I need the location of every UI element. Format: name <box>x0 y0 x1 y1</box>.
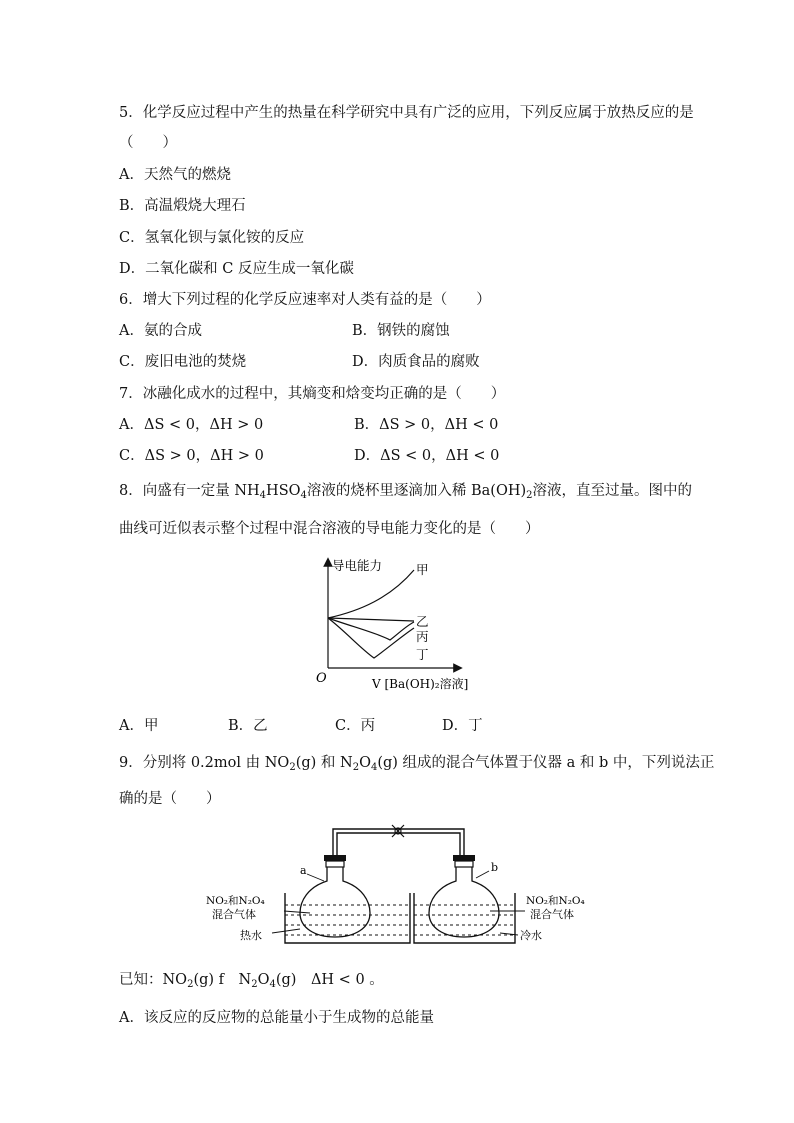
label-gas-left: NO₂和N₂O₄ <box>206 895 265 907</box>
stopper-b <box>453 855 475 861</box>
q9-stem-mid1: (g) 和 N <box>295 755 353 771</box>
label-jia: 甲 <box>416 562 429 577</box>
stopper-a <box>324 855 346 861</box>
q9-stem-pre: 9．分别将 0.2mol 由 NO <box>119 755 290 771</box>
q8-sub-4b: 4 <box>300 490 307 501</box>
q8-sub-2: 2 <box>526 490 533 501</box>
flask-a <box>300 867 370 937</box>
q5-option-d: D．二氧化碳和 C 反应生成一氧化碳 <box>119 261 354 277</box>
q8-stem-mid1: HSO <box>266 483 301 499</box>
origin-label: O <box>316 671 327 686</box>
q5-stem: 5．化学反应过程中产生的热量在科学研究中具有广泛的应用，下列反应属于放热反应的是 <box>119 105 694 121</box>
label-flask-b: b <box>491 861 499 874</box>
q7-option-d: D．ΔS < 0，ΔH < 0 <box>354 448 500 464</box>
q6-option-c: C．废旧电池的焚烧 <box>119 354 247 370</box>
q8-stem-post: 溶液，直至过量。图中的 <box>532 483 693 499</box>
q9-sub-2b: 2 <box>352 762 360 773</box>
known-post: (g) ΔH < 0 。 <box>275 972 384 988</box>
known-mid: (g) f N <box>193 972 252 988</box>
known-sub-4: 4 <box>269 979 276 990</box>
q8-stem-line2: 曲线可近似表示整个过程中混合溶液的导电能力变化的是（ ） <box>119 521 540 537</box>
q9-stem-line2: 确的是（ ） <box>119 791 221 807</box>
q6-option-b: B．钢铁的腐蚀 <box>352 323 450 339</box>
q5-option-a: A．天然气的燃烧 <box>119 167 231 183</box>
label-bing: 丙 <box>416 629 429 644</box>
flask-apparatus-figure <box>200 815 600 947</box>
label-gas-left-2: 混合气体 <box>212 908 256 921</box>
known-sub-2: 2 <box>187 979 194 990</box>
label-yi: 乙 <box>416 614 429 629</box>
curve-ding <box>328 618 414 658</box>
q9-sub-4: 4 <box>370 762 378 773</box>
q7-option-b: B．ΔS > 0，ΔH < 0 <box>354 417 499 433</box>
q8-stem-pre: 8．向盛有一定量 NH <box>119 483 260 499</box>
q8-stem-line1 <box>119 482 692 505</box>
flask-b <box>429 867 499 937</box>
known-sub-2b: 2 <box>251 979 258 990</box>
label-gas-right: NO₂和N₂O₄ <box>526 895 585 907</box>
q8-option-b: B．乙 <box>228 718 268 734</box>
curve-yi <box>328 618 414 621</box>
q9-stem-post: (g) 组成的混合气体置于仪器 a 和 b 中，下列说法正 <box>377 755 715 771</box>
y-axis-label: 导电能力 <box>332 558 383 573</box>
q8-sub-4: 4 <box>259 490 267 501</box>
q9-stem-mid2: O <box>359 755 371 771</box>
q9-option-a: A．该反应的反应物的总能量小于生成物的总能量 <box>119 1010 434 1026</box>
q5-option-c: C．氢氧化钡与氯化铵的反应 <box>119 230 305 246</box>
q8-stem-mid2: 溶液的烧杯里逐滴加入稀 Ba(OH) <box>306 483 527 499</box>
known-mid2: O <box>257 972 270 988</box>
conductivity-graph <box>310 556 490 694</box>
q7-option-a: A．ΔS < 0，ΔH > 0 <box>119 417 264 433</box>
stopcock-icon <box>392 825 404 837</box>
x-axis-label: V [Ba(OH)₂溶液] <box>372 677 469 691</box>
q7-stem: 7．冰融化成水的过程中，其熵变和焓变均正确的是（ ） <box>119 386 506 402</box>
known-pre: 已知：NO <box>119 972 188 988</box>
q8-option-d: D．丁 <box>442 718 483 734</box>
q9-stem-line1 <box>119 754 714 777</box>
q7-option-c: C．ΔS > 0，ΔH > 0 <box>119 448 264 464</box>
q5-answer-paren: （ ） <box>119 135 177 151</box>
q6-option-a: A．氨的合成 <box>119 323 202 339</box>
label-hot-water: 热水 <box>240 929 262 942</box>
q6-stem: 6．增大下列过程的化学反应速率对人类有益的是（ ） <box>119 292 491 308</box>
label-gas-right-2: 混合气体 <box>530 908 574 921</box>
label-flask-a: a <box>300 864 307 877</box>
q6-option-d: D．肉质食品的腐败 <box>352 354 480 370</box>
q9-sub-2: 2 <box>289 762 296 773</box>
q5-option-b: B．高温煅烧大理石 <box>119 198 246 214</box>
q9-known-condition <box>119 971 384 994</box>
q8-option-a: A．甲 <box>119 718 159 734</box>
label-ding: 丁 <box>416 647 429 662</box>
q8-option-c: C．丙 <box>335 718 376 734</box>
curve-jia <box>328 570 414 618</box>
label-cold-water: 冷水 <box>520 929 542 942</box>
